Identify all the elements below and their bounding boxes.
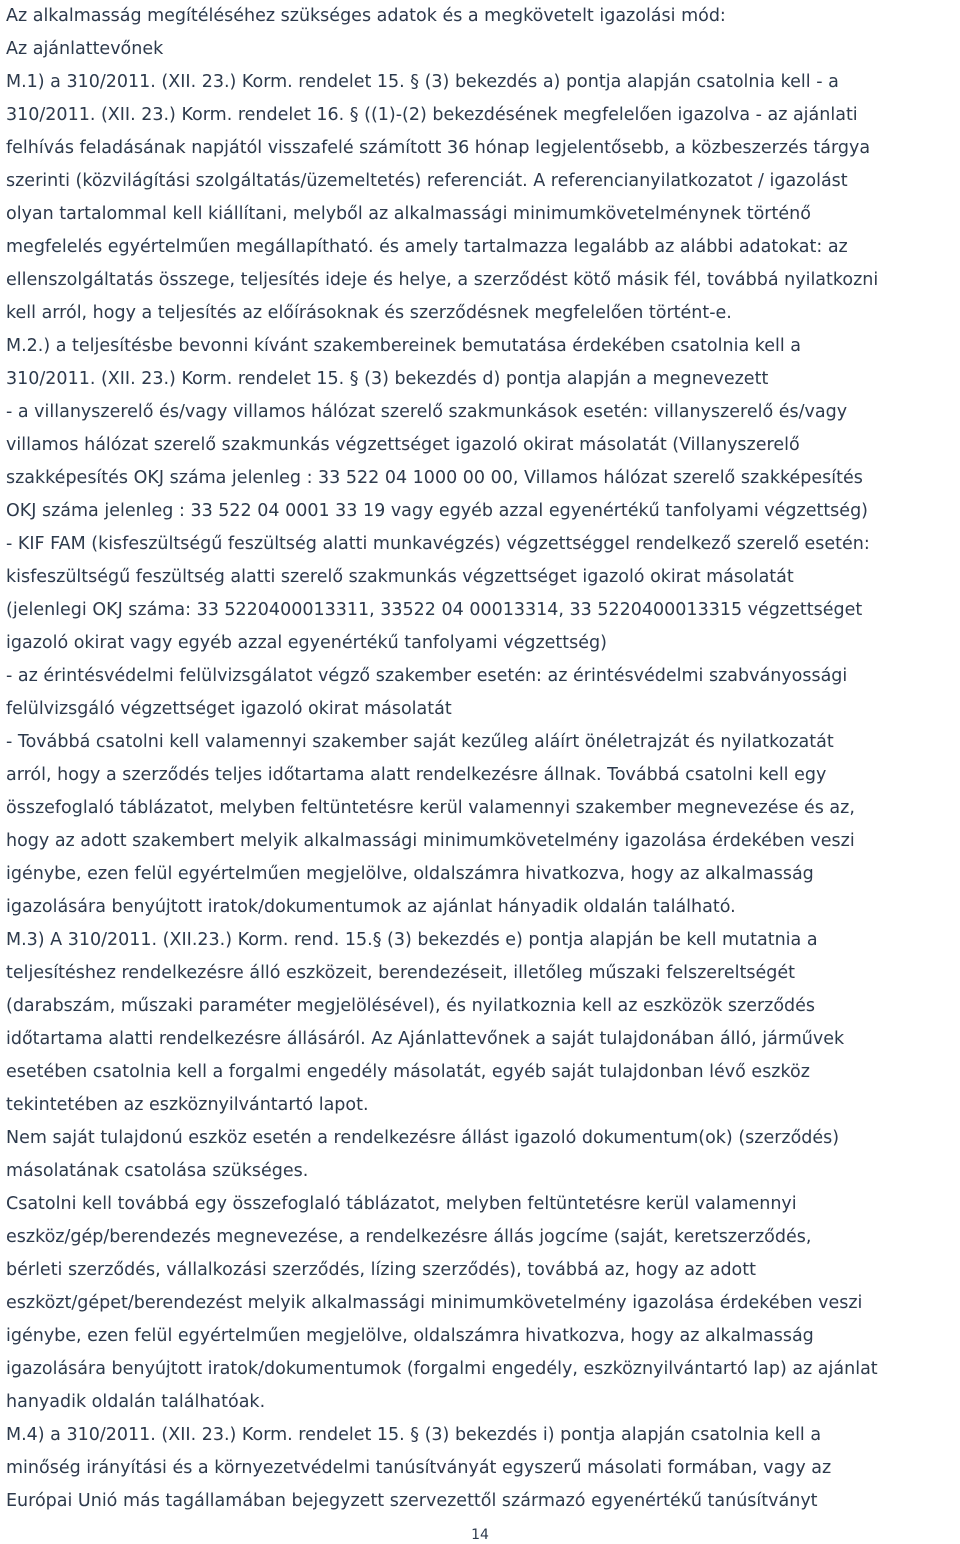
text-line: (jelenlegi OKJ száma: 33 5220400013311, 33522 04 00013314, 33 5220400013315 végzettséget — [6, 600, 863, 620]
text-line: eszköz/gép/berendezés megnevezése, a rendelkezésre állás jogcíme (saját, keretszerződés, — [6, 1227, 812, 1247]
text-line: M.3) A 310/2011. (XII.23.) Korm. rend. 15.§ (3) bekezdés e) pontja alapján be kell mutatnia a — [6, 930, 818, 950]
text-line: ellenszolgáltatás összege, teljesítés ideje és helye, a szerződést kötő másik fél, továbbá nyilatkozni — [6, 270, 879, 290]
text-line: arról, hogy a szerződés teljes időtartama alatt rendelkezésre állnak. Továbbá csatolni kell egy — [6, 765, 827, 785]
text-line: igazolására benyújtott iratok/dokumentumok (forgalmi engedély, eszköznyilvántartó lap) az ajánlat — [6, 1359, 878, 1379]
text-line: szerinti (közvilágítási szolgáltatás/üzemeltetés) referenciát. A referencianyilatkozatot / igazolást — [6, 171, 848, 191]
text-line: hanyadik oldalán találhatóak. — [6, 1392, 266, 1412]
text-line: 310/2011. (XII. 23.) Korm. rendelet 15. § (3) bekezdés d) pontja alapján a megnevezett — [6, 369, 769, 389]
text-line: - KIF FAM (kisfeszültségű feszültség alatti munkavégzés) végzettséggel rendelkező szerelő esetén: — [6, 534, 870, 554]
text-line: - a villanyszerelő és/vagy villamos hálózat szerelő szakmunkások esetén: villanyszerelő és/vagy — [6, 402, 848, 422]
text-line: kell arról, hogy a teljesítés az előírásoknak és szerződésnek megfelelően történt-e. — [6, 303, 732, 323]
text-line: M.1) a 310/2011. (XII. 23.) Korm. rendelet 15. § (3) bekezdés a) pontja alapján csatolnia kell - a — [6, 72, 839, 92]
text-line: igazoló okirat vagy egyéb azzal egyenértékű tanfolyami végzettség) — [6, 633, 607, 653]
text-line: teljesítéshez rendelkezésre álló eszközeit, berendezéseit, illetőleg műszaki felszereltségét — [6, 963, 795, 983]
text-line: szakképesítés OKJ száma jelenleg : 33 522 04 1000 00 00, Villamos hálózat szerelő szakképesítés — [6, 468, 863, 488]
text-line: igazolására benyújtott iratok/dokumentumok az ajánlat hányadik oldalán található. — [6, 897, 736, 917]
text-line: eszközt/gépet/berendezést melyik alkalmassági minimumkövetelmény igazolása érdekében veszi — [6, 1293, 863, 1313]
page-number: 14 — [471, 1527, 489, 1543]
text-line: - az érintésvédelmi felülvizsgálatot végző szakember esetén: az érintésvédelmi szabványossági — [6, 666, 848, 686]
text-line: másolatának csatolása szükséges. — [6, 1161, 309, 1181]
text-line: (darabszám, műszaki paraméter megjelölésével), és nyilatkoznia kell az eszközök szerződés — [6, 996, 816, 1016]
text-line: bérleti szerződés, vállalkozási szerződés, lízing szerződés), továbbá az, hogy az adott — [6, 1260, 756, 1280]
text-line: igénybe, ezen felül egyértelműen megjelölve, oldalszámra hivatkozva, hogy az alkalmasság — [6, 864, 814, 884]
text-line: hogy az adott szakembert melyik alkalmassági minimumkövetelmény igazolása érdekében veszi — [6, 831, 855, 851]
text-line: esetében csatolnia kell a forgalmi engedély másolatát, egyéb saját tulajdonban lévő eszköz — [6, 1062, 810, 1082]
text-line: összefoglaló táblázatot, melyben feltüntetésre kerül valamennyi szakember megnevezése és az, — [6, 798, 855, 818]
text-line: Csatolni kell továbbá egy összefoglaló táblázatot, melyben feltüntetésre kerül valamennyi — [6, 1194, 797, 1214]
text-line: M.4) a 310/2011. (XII. 23.) Korm. rendelet 15. § (3) bekezdés i) pontja alapján csatolnia kell a — [6, 1425, 822, 1445]
text-line: villamos hálózat szerelő szakmunkás végzettséget igazoló okirat másolatát (Villanyszerelő — [6, 435, 800, 455]
text-line: M.2.) a teljesítésbe bevonni kívánt szakembereinek bemutatása érdekében csatolnia kell a — [6, 336, 802, 356]
text-line: - Továbbá csatolni kell valamennyi szakember saját kezűleg aláírt önéletrajzát és nyilatkozatát — [6, 732, 834, 752]
text-line: OKJ száma jelenleg : 33 522 04 0001 33 19 vagy egyéb azzal egyenértékű tanfolyami végzettség) — [6, 501, 869, 521]
text-line: megfelelés egyértelműen megállapítható. és amely tartalmazza legalább az alábbi adatokat: az — [6, 237, 848, 257]
text-line: időtartama alatti rendelkezésre állásáról. Az Ajánlattevőnek a saját tulajdonában álló, járművek — [6, 1029, 845, 1049]
text-line: Nem saját tulajdonú eszköz esetén a rendelkezésre állást igazoló dokumentum(ok) (szerződés) — [6, 1128, 840, 1148]
text-line: olyan tartalommal kell kiállítani, melyből az alkalmassági minimumkövetelménynek történő — [6, 204, 811, 224]
text-line: 310/2011. (XII. 23.) Korm. rendelet 16. § ((1)-(2) bekezdésének megfelelően igazolva - az ajánlati — [6, 105, 858, 125]
text-line: Európai Unió más tagállamában bejegyzett szervezettől származó egyenértékű tanúsítványt — [6, 1491, 818, 1511]
text-line: Az ajánlattevőnek — [6, 39, 164, 59]
text-line: Az alkalmasság megítéléséhez szükséges adatok és a megkövetelt igazolási mód: — [6, 6, 726, 26]
text-line: tekintetében az eszköznyilvántartó lapot. — [6, 1095, 369, 1115]
text-line: kisfeszültségű feszültség alatti szerelő szakmunkás végzettséget igazoló okirat másolatát — [6, 567, 794, 587]
text-line: igénybe, ezen felül egyértelműen megjelölve, oldalszámra hivatkozva, hogy az alkalmasság — [6, 1326, 814, 1346]
document-body — [6, 0, 956, 1518]
text-line: felhívás feladásának napjától visszafelé számított 36 hónap legjelentősebb, a közbeszerzés tárgya — [6, 138, 871, 158]
text-line: felülvizsgáló végzettséget igazoló okirat másolatát — [6, 699, 452, 719]
text-line: minőség irányítási és a környezetvédelmi tanúsítványát egyszerű másolati formában, vagy az — [6, 1458, 832, 1478]
